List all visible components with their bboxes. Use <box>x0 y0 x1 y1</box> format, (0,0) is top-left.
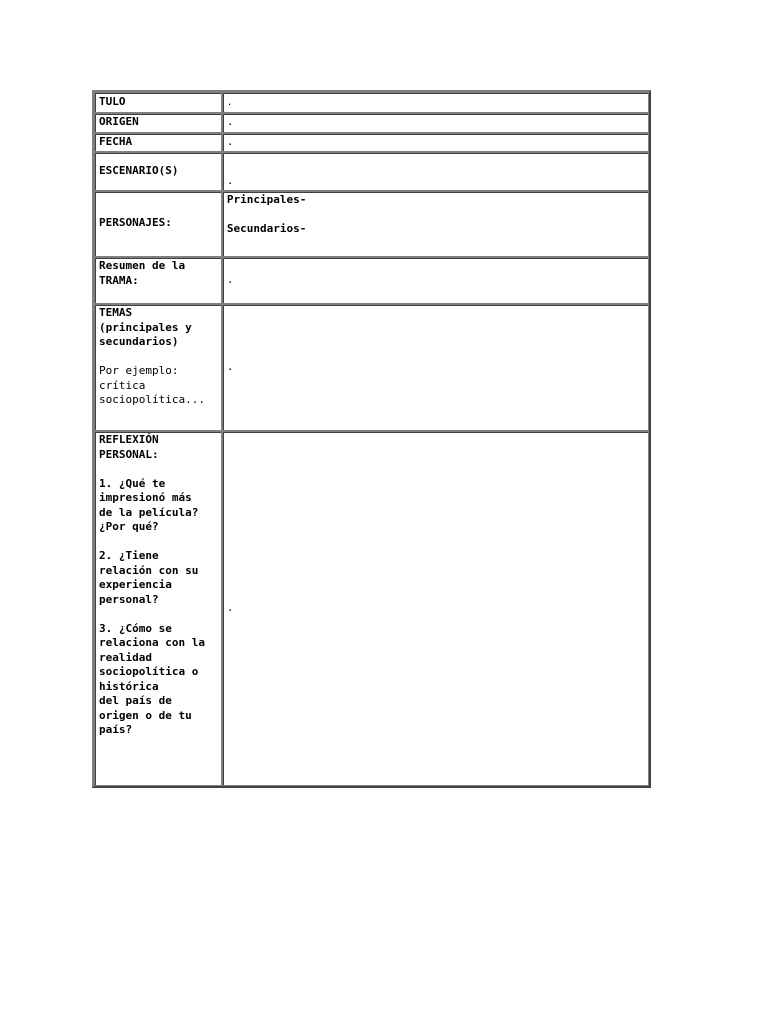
reflexion-q3-line5: histórica <box>99 679 159 693</box>
spacer <box>99 350 218 365</box>
spacer <box>99 535 218 550</box>
reflexion-q3-line7: origen o de tu <box>99 708 192 722</box>
field-origen[interactable]: . <box>222 113 649 133</box>
label-escenario: ESCENARIO(S) <box>94 152 222 191</box>
field-reflexion[interactable]: . <box>222 431 649 786</box>
personajes-secundarios: Secundarios- <box>226 222 307 235</box>
label-temas-line3: secundarios) <box>99 335 179 348</box>
reflexion-q1-line1: 1. ¿Qué te <box>99 476 166 490</box>
label-reflexion-line2: PERSONAL: <box>99 447 159 461</box>
row-escenario <box>94 152 649 191</box>
field-temas[interactable]: . <box>222 304 649 431</box>
label-temas-line2: (principales y <box>99 320 192 334</box>
label-resumen-line2: TRAMA: <box>99 273 139 287</box>
reflexion-q2-line3: experiencia <box>99 578 172 591</box>
reflexion-q3-line1: 3. ¿Cómo se <box>99 621 172 635</box>
spacer <box>99 462 218 477</box>
field-fecha[interactable]: . <box>222 133 649 153</box>
spacer <box>99 607 218 622</box>
personajes-principales: Principales- <box>226 193 307 206</box>
label-personajes: PERSONAJES: <box>94 191 222 257</box>
temas-example-line1: Por ejemplo: <box>99 364 179 377</box>
reflexion-q3-line3: realidad <box>99 650 152 664</box>
reflexion-q3-line8: país? <box>99 723 133 736</box>
temas-example-line3: sociopolítica... <box>99 393 205 406</box>
reflexion-q2-line1: 2. ¿Tiene <box>99 549 159 562</box>
field-titulo[interactable]: . <box>222 92 649 113</box>
row-reflexion <box>94 431 649 786</box>
reflexion-q1-line3: de la película? <box>99 505 199 519</box>
label-origen: ORIGEN <box>94 113 222 133</box>
row-fecha <box>94 133 649 153</box>
field-resumen[interactable]: . <box>222 257 649 304</box>
label-titulo: TULO <box>94 92 222 113</box>
label-resumen-line1: Resumen de la <box>99 259 186 272</box>
reflexion-q2-line2: relación con su <box>99 563 199 577</box>
row-resumen <box>94 257 649 304</box>
row-temas <box>94 304 649 431</box>
label-reflexion-line1: REFLEXIÓN <box>99 433 159 446</box>
field-escenario[interactable]: . <box>222 152 649 191</box>
reflexion-q3-line2: relaciona con la <box>99 636 205 649</box>
reflexion-q3-line6: del país de <box>99 694 172 707</box>
field-personajes[interactable] <box>222 191 649 257</box>
row-titulo <box>94 92 649 113</box>
film-review-form <box>92 90 651 788</box>
label-resumen <box>94 257 222 304</box>
row-origen <box>94 113 649 133</box>
label-reflexion <box>94 431 222 786</box>
spacer <box>227 208 645 223</box>
temas-example-line2: crítica <box>99 378 146 392</box>
label-temas <box>94 304 222 431</box>
label-fecha: FECHA <box>94 133 222 153</box>
reflexion-q1-line2: impresionó más <box>99 491 192 504</box>
reflexion-q2-line4: personal? <box>99 592 159 606</box>
label-temas-line1: TEMAS <box>99 306 133 319</box>
reflexion-q3-line4: sociopolítica o <box>99 665 199 678</box>
reflexion-q1-line4: ¿Por qué? <box>99 520 159 533</box>
row-personajes <box>94 191 649 257</box>
